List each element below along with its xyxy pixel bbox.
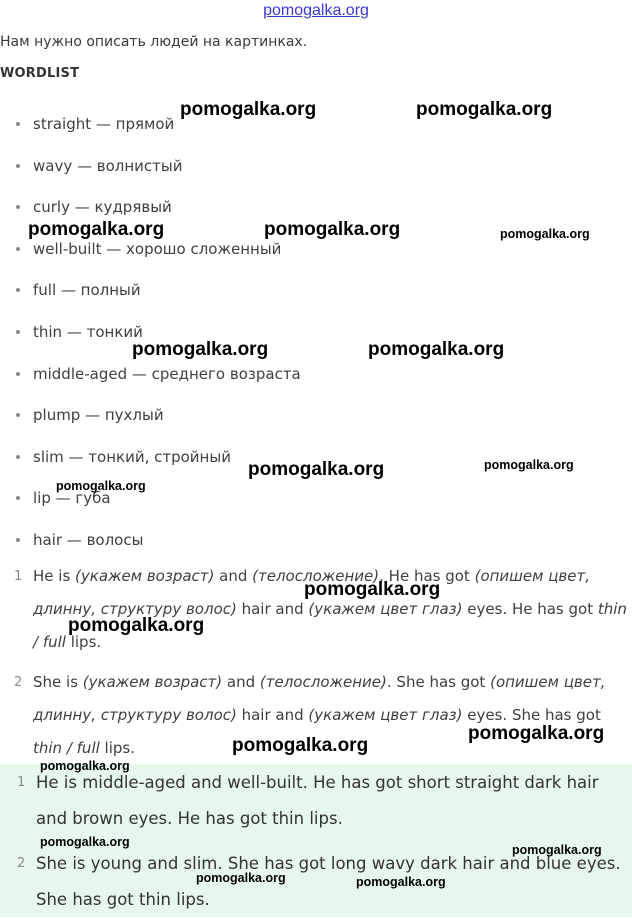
list-item — [0, 405, 301, 447]
answer-text: He is middle-aged and well-built. He has got short straight dark hair and brown eyes. He has got thin lips. — [36, 773, 599, 828]
bullet-icon — [16, 538, 20, 542]
template-text: eyes. He has got — [462, 600, 598, 618]
template-placeholder: (опишем цвет, длинну, структуру волос) — [33, 673, 606, 724]
watermark: pomogalka.org — [196, 871, 286, 885]
template-placeholder: (укажем возраст) — [82, 673, 223, 691]
template-number: 2 — [14, 675, 23, 690]
watermark: pomogalka.org — [40, 835, 130, 849]
template-placeholder: thin / full — [33, 600, 627, 651]
watermark: pomogalka.org — [132, 339, 269, 360]
wordlist-item-text: plump — пухлый — [33, 406, 164, 425]
template-text: hair and — [236, 706, 309, 724]
list-item — [0, 239, 301, 281]
bullet-icon — [16, 455, 20, 459]
watermark: pomogalka.org — [40, 759, 130, 773]
bullet-icon — [16, 164, 20, 168]
list-item — [0, 364, 301, 406]
bullet-icon — [16, 205, 20, 209]
list-item — [0, 156, 301, 198]
wordlist-item-text: lip — губа — [33, 489, 111, 508]
bullet-icon — [16, 247, 20, 251]
watermark: pomogalka.org — [56, 479, 146, 493]
template-placeholder: thin / full — [33, 739, 100, 757]
template-placeholder: (телосложение) — [252, 567, 380, 585]
template-text: and — [222, 673, 260, 691]
site-header-link[interactable]: pomogalka.org — [263, 2, 369, 19]
wordlist-title: WORDLIST — [0, 66, 80, 81]
watermark: pomogalka.org — [248, 459, 385, 480]
watermark: pomogalka.org — [468, 723, 605, 744]
template-text: hair and — [236, 600, 309, 618]
wordlist-item-text: slim — тонкий, стройный — [33, 447, 231, 466]
answer-number: 2 — [17, 856, 26, 871]
template-text: lips. — [99, 739, 135, 757]
template-text: He is — [33, 567, 76, 585]
bullet-icon — [16, 372, 20, 376]
bullet-icon — [16, 122, 20, 126]
intro-text: Нам нужно описать людей на картинках. — [0, 34, 308, 50]
watermark: pomogalka.org — [368, 339, 505, 360]
answer-text: She is young and slim. She has got long wavy dark hair and blue eyes. She has got thin lips. — [36, 854, 621, 909]
wordlist-item-text: well-built — хорошо сложенный — [33, 239, 282, 258]
template-placeholder: (укажем цвет глаз) — [308, 600, 463, 618]
wordlist-item-text: thin — тонкий — [33, 322, 143, 341]
watermark: pomogalka.org — [28, 219, 165, 240]
watermark: pomogalka.org — [68, 615, 205, 636]
watermark: pomogalka.org — [180, 99, 317, 120]
list-item — [0, 280, 301, 322]
template-text: lips. — [65, 633, 102, 651]
wordlist-item-text: wavy — волнистый — [33, 156, 183, 175]
bullet-icon — [16, 330, 20, 334]
template-text: eyes. She has got — [462, 706, 601, 724]
bullet-icon — [16, 413, 20, 417]
bullet-icon — [16, 496, 20, 500]
template-text: She is — [33, 673, 83, 691]
wordlist-item-text: middle-aged — среднего возраста — [33, 364, 301, 383]
wordlist-item-text: hair — волосы — [33, 530, 144, 549]
template-number: 1 — [14, 569, 23, 584]
watermark: pomogalka.org — [356, 875, 446, 889]
template-placeholder: (опишем цвет, длинну, структуру волос) — [33, 567, 591, 618]
list-item — [0, 488, 301, 530]
answer-1 — [17, 765, 632, 837]
watermark: pomogalka.org — [232, 735, 369, 756]
template-placeholder: (укажем цвет глаз) — [308, 706, 463, 724]
template-placeholder: (укажем возраст) — [75, 567, 215, 585]
answer-number: 1 — [17, 775, 26, 790]
template-text: . He has got — [379, 567, 475, 585]
template-text: . She has got — [386, 673, 491, 691]
wordlist-item-text: full — полный — [33, 281, 141, 300]
wordlist-item-text: curly — кудрявый — [33, 198, 172, 217]
bullet-icon — [16, 288, 20, 292]
watermark: pomogalka.org — [512, 843, 602, 857]
watermark: pomogalka.org — [484, 458, 574, 472]
wordlist-item-text: straight — прямой — [33, 115, 175, 133]
watermark: pomogalka.org — [264, 219, 401, 240]
watermark: pomogalka.org — [500, 227, 590, 241]
template-sentence-1 — [14, 560, 631, 659]
watermark: pomogalka.org — [416, 99, 553, 120]
watermark: pomogalka.org — [304, 579, 441, 600]
template-placeholder: (телосложение) — [259, 673, 387, 691]
template-text: and — [214, 567, 253, 585]
